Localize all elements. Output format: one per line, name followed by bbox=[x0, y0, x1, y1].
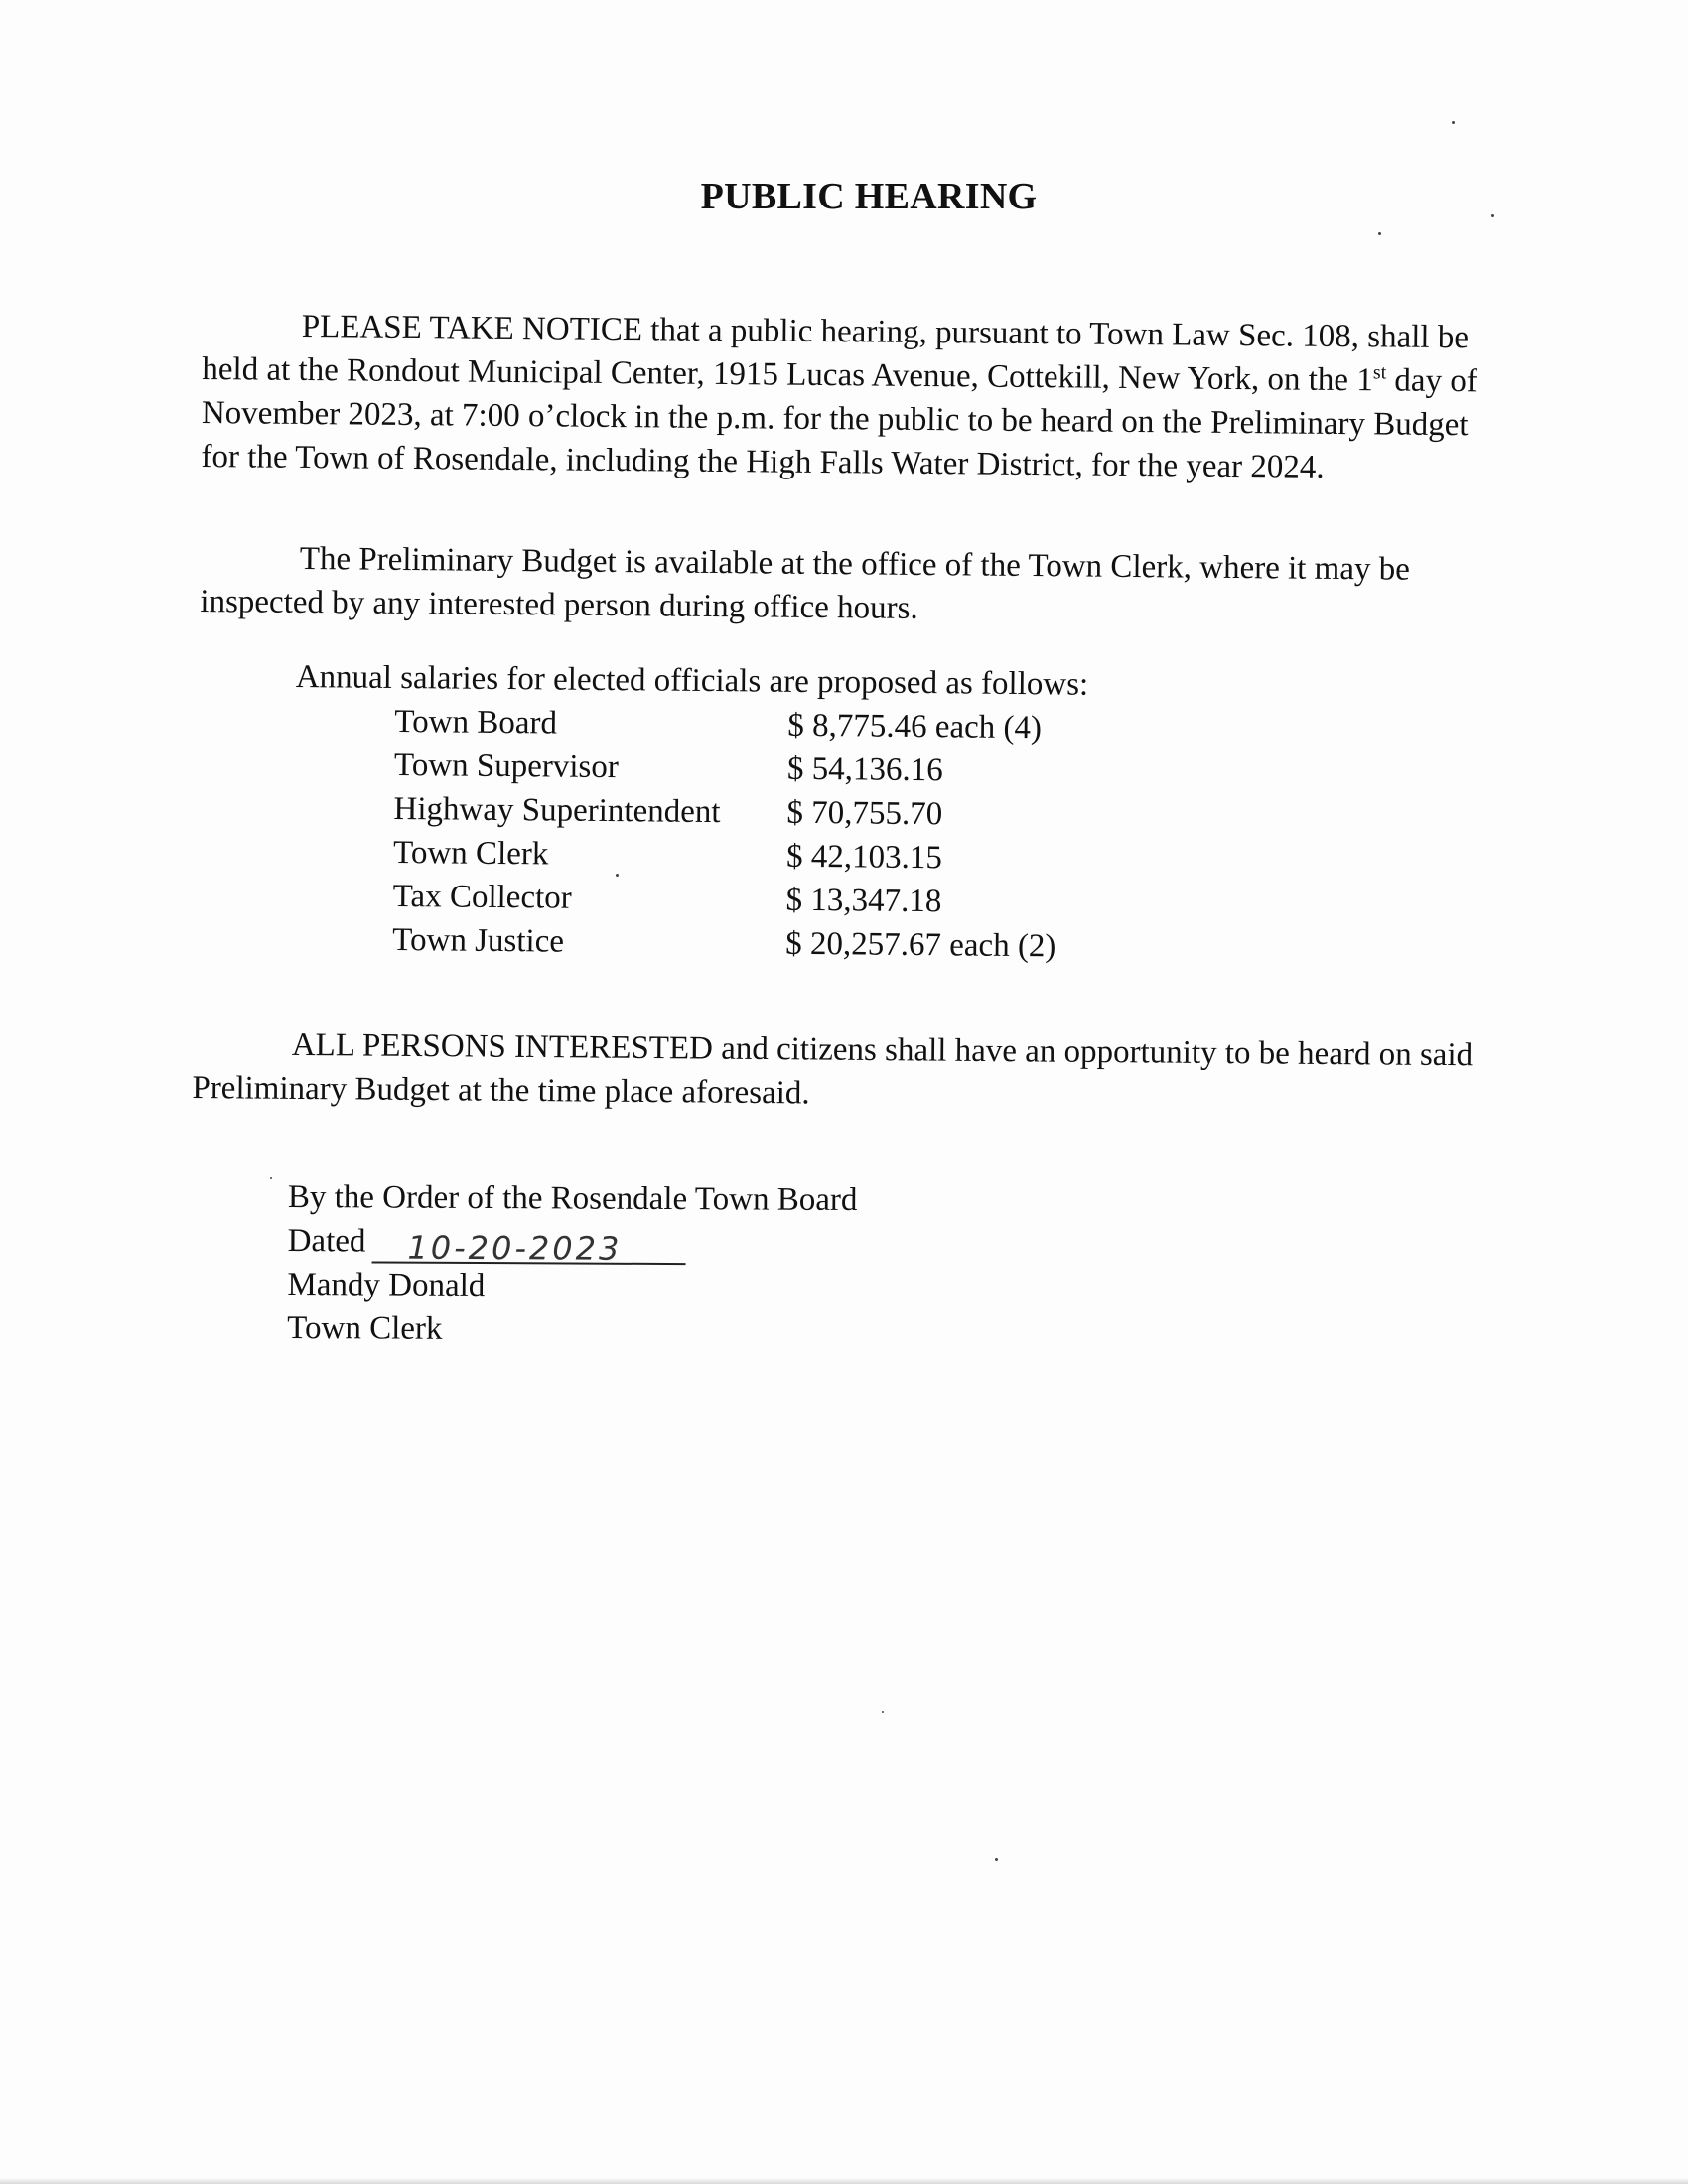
salary-title: Town Board bbox=[394, 703, 558, 742]
scan-speck bbox=[995, 1858, 998, 1861]
salary-amount: $ 20,257.67 each (2) bbox=[785, 925, 1056, 965]
notice-text-part1: PLEASE TAKE NOTICE that a public hearing, pursuant to Town Law Sec. 108, shall be held at the Rondout Municipal Center, 1915 Lucas Avenue, Cottekill, New York, on the 1 bbox=[202, 308, 1470, 399]
salary-title: Town Supervisor bbox=[393, 747, 620, 786]
document-title: PUBLIC HEARING bbox=[700, 176, 1038, 217]
signature-block bbox=[287, 1175, 857, 1353]
scan-speck bbox=[270, 1177, 272, 1179]
availability-text: The Preliminary Budget is available at the office of the Town Clerk, where it may be inspected by any interested person during office hours. bbox=[200, 540, 1411, 626]
notice-ordinal-suffix: st bbox=[1372, 361, 1387, 384]
dated-row bbox=[288, 1219, 858, 1266]
notice-paragraph bbox=[201, 304, 1493, 490]
salary-amount: $ 42,103.15 bbox=[785, 838, 942, 877]
scan-speck bbox=[616, 874, 619, 877]
scan-speck bbox=[1378, 232, 1381, 235]
order-line: By the Order of the Rosendale Town Board bbox=[287, 1179, 858, 1219]
dated-label: Dated bbox=[287, 1222, 366, 1260]
scan-speck bbox=[882, 1711, 884, 1713]
clerk-name: Mandy Donald bbox=[287, 1266, 486, 1304]
salaries-intro: Annual salaries for elected officials are proposed as follows: bbox=[295, 658, 1089, 703]
salary-title: Tax Collector bbox=[392, 878, 572, 916]
notice-text-part2: day of November 2023, at 7:00 o’clock in the p.m. for the public to be heard on the Preliminary Budget for the Town of Rosendale, including the High Falls Water District, for the year 2024. bbox=[201, 362, 1477, 485]
closing-text: ALL PERSONS INTERESTED and citizens shall have an opportunity to be heard on said Preliminary Budget at the time place aforesaid. bbox=[192, 1026, 1474, 1112]
scan-speck bbox=[1452, 121, 1455, 124]
salary-title: Town Clerk bbox=[392, 834, 549, 873]
closing-paragraph bbox=[192, 1023, 1483, 1121]
salary-row bbox=[293, 917, 1147, 969]
salary-amount: $ 70,755.70 bbox=[786, 794, 943, 833]
dated-line bbox=[371, 1225, 685, 1268]
scan-bottom-edge bbox=[0, 2178, 1688, 2184]
clerk-role: Town Clerk bbox=[287, 1309, 443, 1347]
handwritten-date: 10-20-2023 bbox=[407, 1228, 623, 1268]
salary-amount: $ 54,136.16 bbox=[786, 751, 943, 789]
salaries-section bbox=[293, 655, 1150, 969]
availability-paragraph bbox=[200, 536, 1491, 635]
salary-amount: $ 8,775.46 each (4) bbox=[787, 707, 1043, 747]
salary-title: Highway Superintendent bbox=[393, 790, 721, 831]
scan-speck bbox=[1491, 214, 1494, 217]
salary-amount: $ 13,347.18 bbox=[785, 882, 942, 920]
salary-title: Town Justice bbox=[392, 921, 565, 960]
